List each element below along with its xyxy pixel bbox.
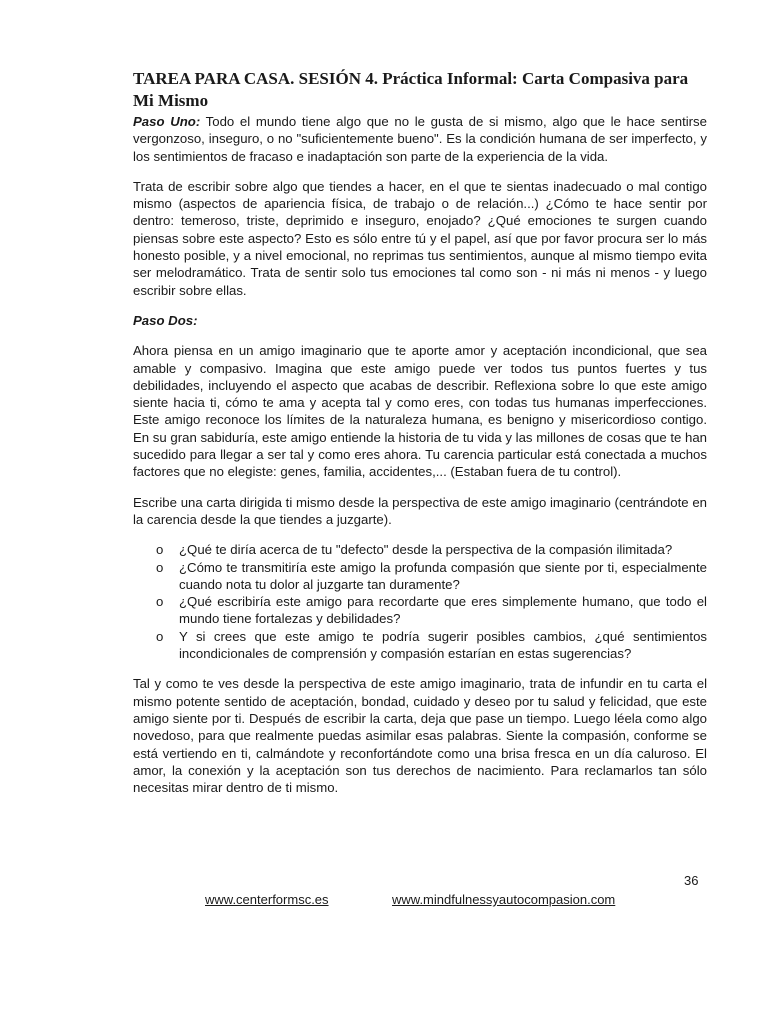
paso-dos-label: Paso Dos: xyxy=(133,312,198,328)
paso-uno-label: Paso Uno: xyxy=(133,114,201,129)
question-text: ¿Qué te diría acerca de tu "defecto" desde la perspectiva de la compasión ilimitada? xyxy=(179,542,673,558)
footer-link-mindfulness[interactable]: www.mindfulnessyautocompasion.com xyxy=(392,892,616,907)
paragraph-5: Tal y como te ves desde la perspectiva de este amigo imaginario, trata de infundir en tu carta el mismo potente sentido de aceptación, bondad, cuidado y deseo por tu salud y felicidad, que este amigo siente por ti. Después de escribir la carta, deja que pase un tiempo. Luego léela como algo novedoso, para que realmente puedas asimilar esas palabras. Siente la compasión, conforme se está vertiendo en ti, calmándote y reconfortándote como una brisa fresca en un día caluroso. El amor, la conexión y la aceptación son tus derechos de nacimiento. Para reclamarlos tan sólo necesitas mirar dentro de ti mismo. xyxy=(133,676,707,796)
bullet-icon: o xyxy=(156,559,164,575)
paso-uno-paragraph xyxy=(133,113,707,165)
footer-link-centerformsc[interactable]: www.centerformsc.es xyxy=(205,892,329,907)
paso-uno-text: Todo el mundo tiene algo que no le gusta de si mismo, algo que le hace sentirse vergonzoso, inseguro, o no "suficientemente bueno". Es la condición humana de ser imperfecto, y los sentimientos de fracaso e inadaptación son parte de la experiencia de la vida. xyxy=(133,114,707,164)
question-list xyxy=(133,541,707,662)
paragraph-2: Trata de escribir sobre algo que tiendes a hacer, en el que te sientas inadecuado o mal contigo mismo (aspectos de apariencia física, de trabajo o de relación...) ¿Cómo te hace sentir por dentro: temeroso, triste, deprimido e inseguro, enojado? ¿Qué emociones te surgen cuando piensas sobre este aspecto? Esto es sólo entre tú y el papel, así que por favor procura ser lo más honesto posible, y a nivel emocional, no reprimas tus sentimientos, aunque al mismo tiempo evita ser melodramático. Trata de sentir solo tus emociones tal como son - ni más ni menos - y luego escribir sobre ellas. xyxy=(133,178,707,298)
page-content xyxy=(133,68,707,809)
paragraph-3: Ahora piensa en un amigo imaginario que te aporte amor y aceptación incondicional, que sea amable y compasivo. Imagina que este amigo puede ver todos tus puntos fuertes y tus debilidades, incluyendo el aspecto que acabas de describir. Reflexiona sobre lo que este amigo siente hacia ti, cómo te ama y acepta tal y como eres, con todas tus humanas imperfecciones. Este amigo reconoce los límites de la naturaleza humana, es benigno y misericordioso contigo. En su gran sabiduría, este amigo entiende la historia de tu vida y las millones de cosas que te han sucedido para llegar a ser tal y como eres ahora. Tu carencia particular está conectada a muchos factores que no elegiste: genes, familia, accidentes,... (Estaban fuera de tu control). xyxy=(133,343,708,480)
question-text: Y si crees que este amigo te podría sugerir posibles cambios, ¿qué sentimientos incondicionales de comprensión y compasión estarían en estas sugerencias? xyxy=(179,628,707,662)
list-item xyxy=(133,593,707,628)
list-item xyxy=(133,628,707,663)
question-text: ¿Cómo te transmitiría este amigo la profunda compasión que siente por ti, especialmente cuando nota tu dolor al juzgarte tan duramente? xyxy=(179,559,707,592)
list-item xyxy=(133,541,707,558)
bullet-icon: o xyxy=(156,542,164,558)
paragraph-4: Escribe una carta dirigida ti mismo desde la perspectiva de este amigo imaginario (centrándote en la carencia desde la que tiendes a juzgarte). xyxy=(133,494,707,527)
bullet-icon: o xyxy=(156,628,164,644)
bullet-icon: o xyxy=(156,594,164,610)
page-number: 36 xyxy=(684,873,699,888)
question-text: ¿Qué escribiría este amigo para recordarte que eres simplemente humano, que todo el mundo tiene fortalezas y debilidades? xyxy=(179,594,707,627)
page-title: TAREA PARA CASA. SESIÓN 4. Práctica Informal: Carta Compasiva para Mi Mismo xyxy=(133,69,689,110)
list-item xyxy=(133,559,707,594)
